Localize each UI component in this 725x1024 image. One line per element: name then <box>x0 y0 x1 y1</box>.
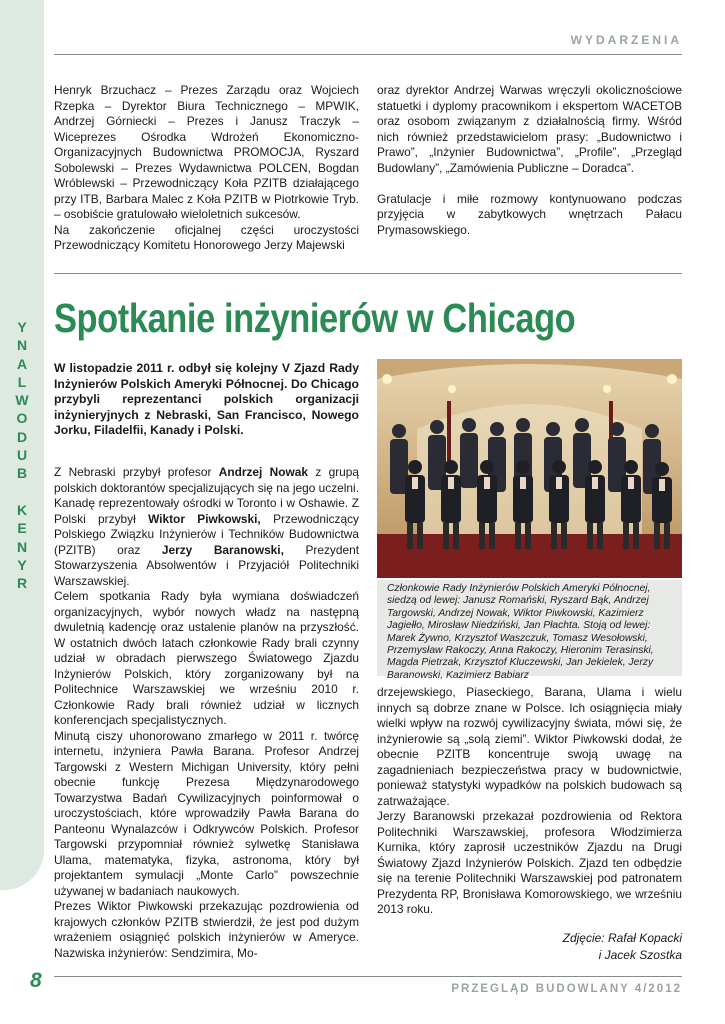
name-bold: Andrzej Nowak <box>218 465 308 479</box>
name-bold: Jerzy Baranowski, <box>161 542 284 557</box>
credit-line: i Jacek Szostka <box>598 948 682 962</box>
photo-caption: Członkowie Rady Inżynierów Polskich Ameryki Północnej, siedzą od lewej: Janusz Romański, Ryszard Bąk, Andrzej Targowski, Andrzej Nowak, Wiktor Piwkowski, Kazimierz Jagiełło, Mirosław Niedziński, Jan Płachta. Stoją od lewej: Marek Żywno, Krzysztof Waszczuk, Tomasz Wesołowski, Przemysław Rakoczy, Anna Rakoczy, Hieronim Terasinski, Magda Pietrzak, Krzysztof Kluczewski, Jan Jekielek, Jerzy Baranowski, Kazimierz Babiarz <box>377 580 682 676</box>
sidebar-letter: Y <box>17 556 27 573</box>
paragraph <box>54 465 359 589</box>
sidebar-letter: W <box>15 392 29 409</box>
sidebar-letter: O <box>16 410 28 427</box>
top-rule <box>54 54 682 55</box>
photo-credit <box>563 930 682 964</box>
section-label: WYDARZENIA <box>570 33 682 47</box>
article-right-column <box>377 685 682 918</box>
sidebar-letter <box>10 483 34 501</box>
paragraph: Jerzy Baranowski przekazał pozdrowienia od Rektora Politechniki Warszawskiej, profesora Włodzimierza Kurnika, który zaprosił uczestników Zjazdu na Drugi Światowy Zjazd Inżynierów Polskich. Zjazd ten odbędzie się na terenie Politechniki Warszawskiej pod patronatem Prezydenta RP, Bronisława Komorowskiego, we wrześniu 2013 roku. <box>377 809 682 916</box>
footer-magazine <box>451 983 682 995</box>
article-lead: W listopadzie 2011 r. odbył się kolejny V Zjazd Rady Inżynierów Polskich Ameryki Północnej. Do Chicago przybyli reprezentanci polskich organizacji inżynieryjnych z Nebraski, San Francisco, Nowego Jorku, Filadelfii, Kanady i Polski. <box>54 361 359 438</box>
paragraph: drzejewskiego, Piaseckiego, Barana, Ulama i wielu innych są dobrze znane w Polsce. Ich osiągnięcia miały wielki wpływ na rozwój cywilizacyjny świata, mówi się, że inżynierowie są „solą ziemi”. Wiktor Piwkowski dodał, że obecnie PZITB koncentruje swoją uwagę na zagadnieniach bezpieczeństwa pracy w budownictwie, ponieważ statystyki wypadków na polskich budowach są zatrważające. <box>377 685 682 808</box>
paragraph: Minutą ciszy uhonorowano zmarłego w 2011 r. twórcę internetu, inżyniera Pawła Barana. Profesor Andrzej Targowski z Western Michigan University, który pełni obecnie funkcję Prezesa Międzynarodowego Towarzystwa Badań Cywilizacyjnych poinformował o uroczystościach, które wprowadziły Pawła Barana do Panteonu Wynalazców i Odkrywców Polskich. Profesor Targowski przypomniał również sylwetkę Stanisława Ulama, matematyka, fizyka, astronoma, który był projektantem symulacji „Monte Carlo” powszechnie używanej w badaniach naukowych. <box>54 728 359 898</box>
credit-line: Zdjęcie: Rafał Kopacki <box>562 931 682 945</box>
sidebar-letter: Y <box>17 319 27 335</box>
article-left-column <box>54 465 359 961</box>
paragraph: Na zakończenie oficjalnej części uroczystości Przewodniczący Komitetu Honorowego Jerzy Majewski <box>54 222 359 252</box>
top-right-column <box>377 83 682 238</box>
text-run: Przewodniczący Polskiego Związku Inżynierów i Techników Budownictwa (PZITB) oraz <box>54 511 359 557</box>
issue-number: 4/2012 <box>634 983 682 995</box>
sidebar-letter: B <box>16 465 28 482</box>
sidebar-letter: U <box>16 447 28 464</box>
group-photo <box>377 359 682 578</box>
group-photo-illustration <box>377 359 682 578</box>
sidebar-letter: N <box>16 337 28 354</box>
page-number: 8 <box>30 969 42 992</box>
paragraph: Prezes Wiktor Piwkowski przekazując pozdrowienia od krajowych członków PZITB stwierdził, że jest pod dużym wrażeniem osiągnięć polskich inżynierów w Ameryce. Nazwiska inżynierów: Sendzimira, Mo- <box>54 899 359 960</box>
magazine-name: PRZEGLĄD BUDOWLANY <box>451 983 630 995</box>
name-bold: Wiktor Piwkowski, <box>148 511 261 526</box>
sidebar-letter: R <box>16 575 28 592</box>
sidebar-magazine-name <box>10 318 34 592</box>
text-run: Prezydent Stowarzyszenia Absolwentów i Przyjaciół Politechniki Warszawskiej. <box>54 542 360 588</box>
article-divider <box>54 273 682 274</box>
paragraph: Henryk Brzuchacz – Prezes Zarządu oraz Wojciech Rzepka – Dyrektor Biura Technicznego – MPWIK, Andrzej Górniecki – Prezes i Janusz Traczyk – Wiceprezes Ośrodka Wdrożeń Ekonomiczno-Organizacyjnych Budownictwa PROMOCJA, Ryszard Sobolewski – Prezes Wydawnictwa POLCEN, Bogdan Wróblewski – Przewodniczący Koła PZITB działającego przy ITB, Barbara Malec z Koła PZITB w Piotrkowie Tryb. – osobiście gratulowało wieloletnich sukcesów. <box>54 83 359 221</box>
sidebar-letter: L <box>17 373 27 390</box>
text-run: z grupą polskich doktorantów specjalizujących się na jego uczelni. Kanadę reprezentowały ośrodki w Toronto i w Oshawie. Z Polski przybył <box>54 465 359 526</box>
paragraph: Gratulacje i miłe rozmowy kontynuowano podczas przyjęcia w zabytkowych wnętrzach Pałacu Prymasowskiego. <box>377 191 682 237</box>
footer-rule <box>54 976 682 977</box>
article-title: Spotkanie inżynierów w Chicago <box>54 295 576 341</box>
sidebar-letter: K <box>16 501 28 518</box>
text-run: Z Nebraski przybył profesor <box>54 465 219 479</box>
sidebar-letter: A <box>16 355 28 372</box>
paragraph: oraz dyrektor Andrzej Warwas wręczyli okolicznościowe statuetki i dyplomy pracownikom i ekspertom WACETOB oraz osobom związanym z działalnością firmy. Wśród nich również przedstawicielom prasy: „Budownictwo i Prawo”, „Inżynier Budownictwa”, „Profile”, „Przegląd Budowlany”, „Zamówienia Publiczne – Doradca”. <box>377 83 682 175</box>
sidebar-letter: D <box>16 428 28 445</box>
sidebar-letter: E <box>17 520 27 537</box>
top-left-column <box>54 83 359 254</box>
sidebar-letter: N <box>16 538 28 555</box>
paragraph: Celem spotkania Rady była wymiana doświadczeń organizacyjnych, wybór nowych władz na następną dwuletnią kadencję oraz ustalenie planów na przyszłość. W ostatnich dwóch latach członkowie Rady brali czynny udział w obradach pierwszego Światowego Zjazdu Inżynierów Polskich, który zorganizowany był na Politechnice Warszawskiej we wrześniu 2010 r. Członkowie Rady brali również udział w licznych konferencjach specjalistycznych. <box>54 589 359 727</box>
